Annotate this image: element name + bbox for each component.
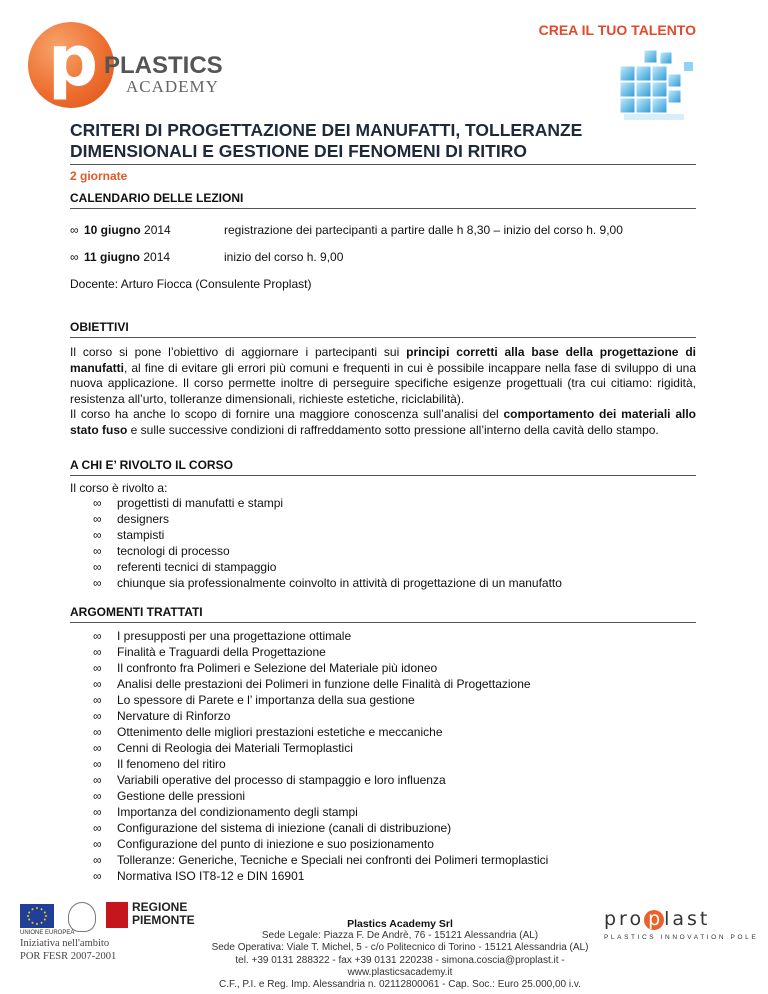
por-fesr-label: Iniziativa nell'ambito POR FESR 2007-2001 <box>20 938 117 962</box>
list-item: ∞ Gestione delle pressioni <box>93 789 246 803</box>
objectives-p1-a: Il corso si pone l’obiettivo di aggiornare i partecipanti sui <box>70 345 407 359</box>
infinity-bullet-icon: ∞ <box>93 805 102 819</box>
objectives-p2-a: Il corso ha anche lo scopo di fornire una maggiore conoscenza sull’analisi del <box>70 407 504 422</box>
italy-emblem-icon <box>68 902 96 932</box>
lesson-row <box>70 250 344 264</box>
infinity-bullet-icon: ∞ <box>93 544 102 558</box>
objectives-p2-bold: comportamento dei materiali allo stato fuso <box>70 407 696 437</box>
infinity-bullet-icon: ∞ <box>93 725 102 739</box>
lesson-desc: inizio del corso h. 9,00 <box>224 250 344 264</box>
teacher-line: Docente: Arturo Fiocca (Consulente Proplast) <box>70 277 312 291</box>
eu-label: UNIONE EUROPEA <box>20 930 75 936</box>
list-item: ∞ Il fenomeno del ritiro <box>93 757 226 771</box>
proplast-logo: pro p last PLASTICS INNOVATION POLE <box>604 908 764 941</box>
funding-logos <box>20 900 220 970</box>
piemonte-shield-icon <box>106 902 128 928</box>
infinity-bullet-icon: ∞ <box>93 629 102 643</box>
objectives-text <box>70 345 696 439</box>
infinity-bullet-icon: ∞ <box>93 821 102 835</box>
company-line: Sede Operativa: Viale T. Michel, 5 - c/o Politecnico di Torino - 15121 Alessandria (AL) <box>211 942 589 954</box>
list-item: ∞ Configurazione del punto di iniezione e suo posizionamento <box>93 837 434 851</box>
cube-grid-icon <box>598 44 698 126</box>
infinity-bullet-icon: ∞ <box>93 661 102 675</box>
objectives-heading: OBIETTIVI <box>70 320 696 338</box>
eu-flag-icon <box>20 904 54 928</box>
infinity-bullet-icon: ∞ <box>93 869 102 883</box>
list-item: ∞ Finalità e Traguardi della Progettazione <box>93 645 326 659</box>
audience-intro: Il corso è rivolto a: <box>70 481 168 495</box>
proplast-subtitle: PLASTICS INNOVATION POLE <box>604 934 759 941</box>
infinity-bullet-icon: ∞ <box>70 223 79 237</box>
plastics-academy-logo <box>28 22 228 112</box>
logo-p-icon: p <box>48 20 99 102</box>
infinity-bullet-icon: ∞ <box>93 560 102 574</box>
company-name: Plastics Academy Srl <box>347 918 453 930</box>
lesson-desc: registrazione dei partecipanti a partire dalle h 8,30 – inizio del corso h. 9,00 <box>224 223 623 237</box>
infinity-bullet-icon: ∞ <box>93 741 102 755</box>
topics-heading: ARGOMENTI TRATTATI <box>70 605 696 623</box>
audience-heading: A CHI E’ RIVOLTO IL CORSO <box>70 458 696 476</box>
proplast-o-icon: p <box>644 910 664 930</box>
list-item: ∞ Ottenimento delle migliori prestazioni estetiche e meccaniche <box>93 725 443 739</box>
infinity-bullet-icon: ∞ <box>93 693 102 707</box>
list-item: ∞ Analisi delle prestazioni dei Polimeri in funzione delle Finalità di Progettazione <box>93 677 531 691</box>
slogan: CREA IL TUO TALENTO <box>538 22 696 38</box>
list-item: ∞ designers <box>93 512 170 526</box>
list-item: ∞ progettisti di manufatti e stampi <box>93 496 284 510</box>
logo-word-academy: ACADEMY <box>126 77 219 96</box>
list-item: ∞ Variabili operative del processo di stampaggio e loro influenza <box>93 773 446 787</box>
list-item: ∞ Configurazione del sistema di iniezione (canali di distribuzione) <box>93 821 452 835</box>
calendar-heading: CALENDARIO DELLE LEZIONI <box>70 191 696 209</box>
infinity-bullet-icon: ∞ <box>93 496 102 510</box>
logo-word-plastics: PLASTICS <box>104 52 223 79</box>
list-item: ∞ I presupposti per una progettazione ottimale <box>93 629 352 643</box>
list-item: ∞ tecnologi di processo <box>93 544 230 558</box>
audience-list <box>93 495 562 591</box>
infinity-bullet-icon: ∞ <box>93 789 102 803</box>
infinity-bullet-icon: ∞ <box>93 837 102 851</box>
list-item: ∞ referenti tecnici di stampaggio <box>93 560 277 574</box>
list-item: ∞ chiunque sia professionalmente coinvolto in attività di progettazione di un manufatto <box>93 576 562 590</box>
objectives-p1-bold: principi corretti alla base della progettazione di manufatti <box>70 345 696 375</box>
objectives-p1-c: , al fine di evitare gli errori più comuni e frequenti in cui è possibile incappare nella fase di sviluppo di una nuova applicazione. Il corso permette inoltre di perseguire specifiche esigenze progettuali (tra cui citiamo: rigidità, resistenza all’urto, tolleranze dimensionali, richieste estetiche, riciclabilità). <box>70 360 696 406</box>
lesson-row <box>70 223 623 237</box>
list-item: ∞ stampisti <box>93 528 165 542</box>
regione-piemonte-label: REGIONE PIEMONTE <box>132 900 195 927</box>
infinity-bullet-icon: ∞ <box>93 528 102 542</box>
lesson-day: 10 giugno <box>84 223 141 237</box>
list-item: ∞ Cenni di Reologia dei Materiali Termoplastici <box>93 741 353 755</box>
infinity-bullet-icon: ∞ <box>93 853 102 867</box>
list-item: ∞ Lo spessore di Parete e l’ importanza della sua gestione <box>93 693 415 707</box>
list-item: ∞ Tolleranze: Generiche, Tecniche e Speciali nei confronti dei Polimeri termoplastici <box>93 853 549 867</box>
list-item: ∞ Importanza del condizionamento degli stampi <box>93 805 358 819</box>
list-item: ∞ Nervature di Rinforzo <box>93 709 231 723</box>
list-item: ∞ Il confronto fra Polimeri e Selezione del Materiale più idoneo <box>93 661 438 675</box>
lesson-year: 2014 <box>144 223 171 237</box>
company-line: C.F., P.I. e Reg. Imp. Alessandria n. 02112800061 - Cap. Soc.: Euro 25.000,00 i.v. <box>219 979 581 991</box>
infinity-bullet-icon: ∞ <box>70 250 79 264</box>
infinity-bullet-icon: ∞ <box>93 576 102 590</box>
infinity-bullet-icon: ∞ <box>93 757 102 771</box>
list-item: ∞ Normativa ISO IT8-12 e DIN 16901 <box>93 869 305 883</box>
infinity-bullet-icon: ∞ <box>93 512 102 526</box>
infinity-bullet-icon: ∞ <box>93 709 102 723</box>
lesson-year: 2014 <box>143 250 171 264</box>
company-line: tel. +39 0131 288322 - fax +39 0131 220238 - simona.coscia@proplast.it - www.plasticsacademy.it <box>235 954 565 978</box>
objectives-p2-c: e sulle successive condizioni di raffreddamento sotto pressione all’interno della cavità dello stampo. <box>127 422 659 437</box>
duration-label: 2 giornate <box>70 169 128 183</box>
lesson-day: 11 giugno <box>84 250 141 264</box>
infinity-bullet-icon: ∞ <box>93 677 102 691</box>
company-line: Sede Legale: Piazza F. De Andrè, 76 - 15121 Alessandria (AL) <box>261 930 539 942</box>
company-info <box>200 918 600 991</box>
infinity-bullet-icon: ∞ <box>93 645 102 659</box>
page-title: CRITERI DI PROGETTAZIONE DEI MANUFATTI, TOLLERANZE DIMENSIONALI E GESTIONE DEI FENOMENI DI RITIRO <box>70 120 696 165</box>
topics-list <box>93 628 548 884</box>
infinity-bullet-icon: ∞ <box>93 773 102 787</box>
